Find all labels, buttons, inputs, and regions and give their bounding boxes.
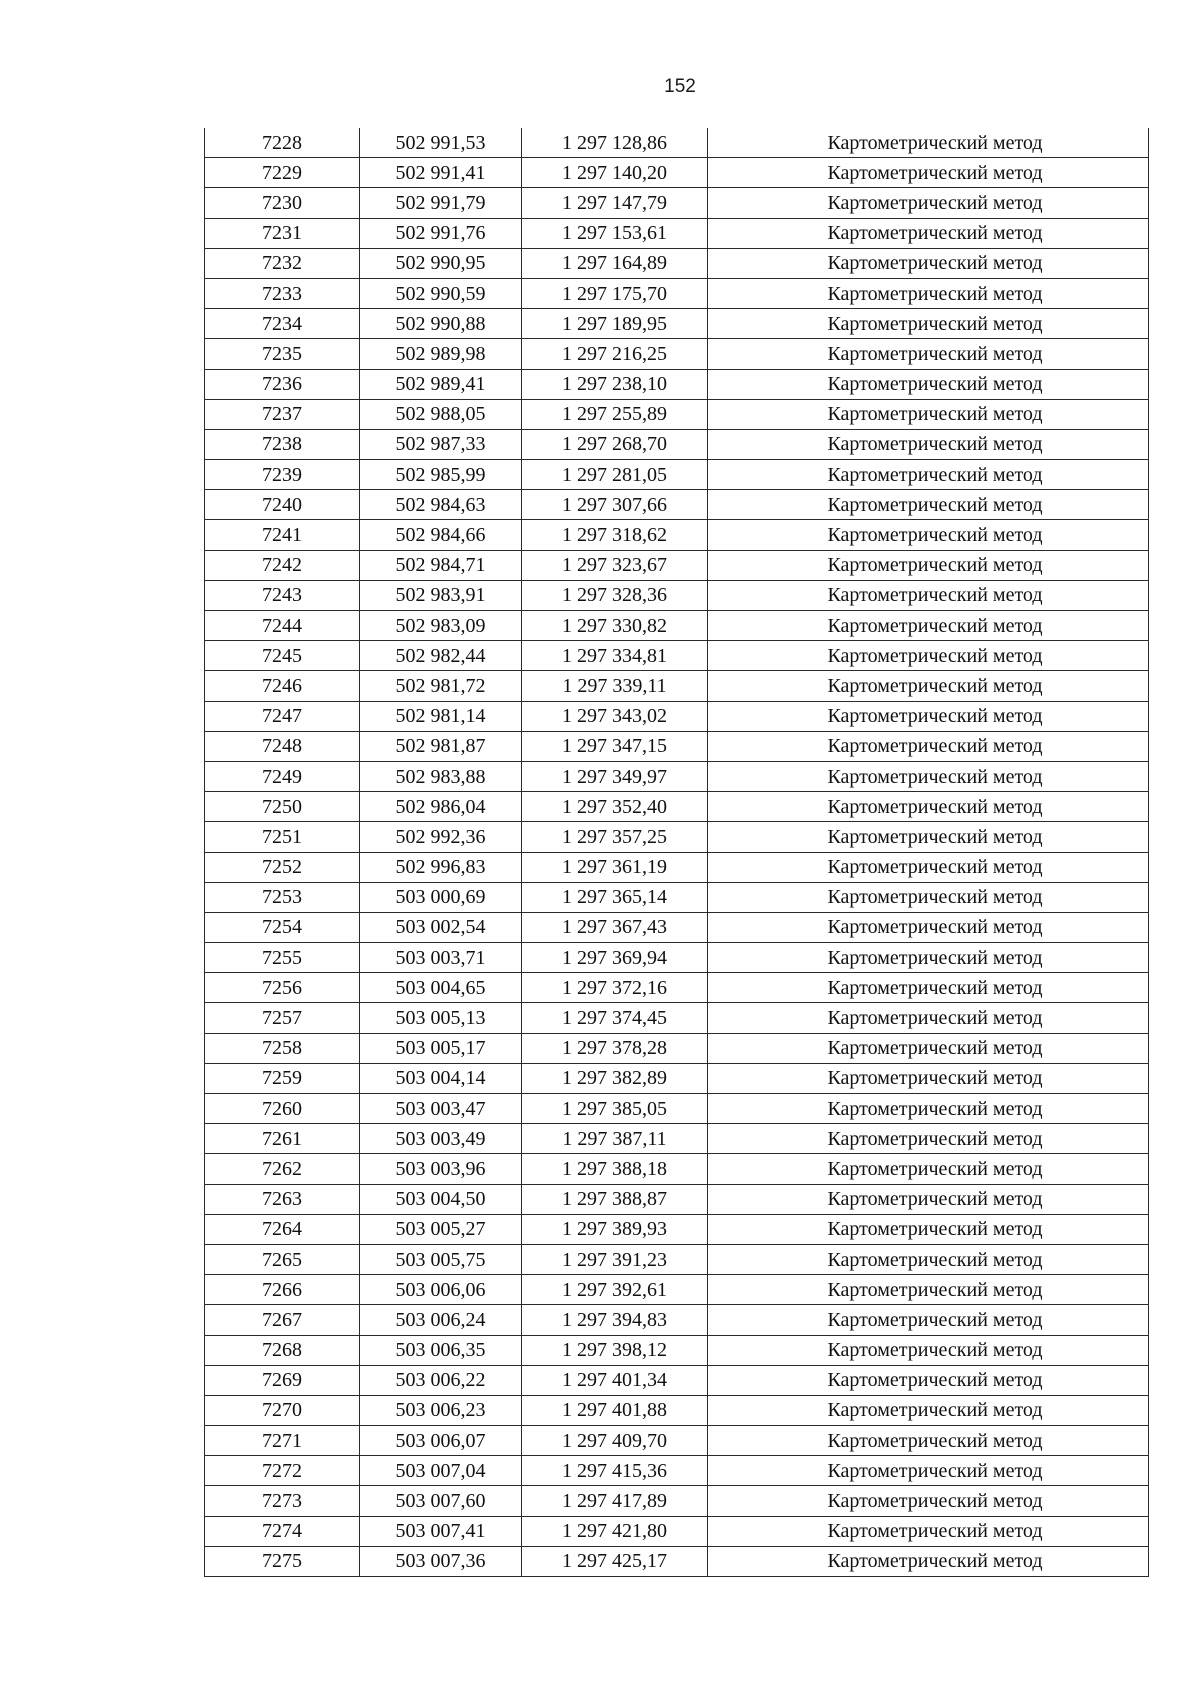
table-row [205, 701, 1149, 731]
x-coordinate-cell: 502 983,09 [360, 611, 522, 641]
table-row [205, 520, 1149, 550]
method-cell: Картометрический метод [708, 248, 1149, 278]
point-number-cell: 7269 [205, 1365, 360, 1395]
x-coordinate-cell: 502 992,36 [360, 822, 522, 852]
y-coordinate-cell: 1 297 415,36 [522, 1456, 708, 1486]
table-row [205, 882, 1149, 912]
point-number-cell: 7240 [205, 490, 360, 520]
table-row [205, 1184, 1149, 1214]
coordinates-table [204, 128, 1149, 1577]
x-coordinate-cell: 502 981,14 [360, 701, 522, 731]
y-coordinate-cell: 1 297 392,61 [522, 1275, 708, 1305]
method-cell: Картометрический метод [708, 1244, 1149, 1274]
method-cell: Картометрический метод [708, 218, 1149, 248]
method-cell: Картометрический метод [708, 1546, 1149, 1576]
y-coordinate-cell: 1 297 140,20 [522, 158, 708, 188]
y-coordinate-cell: 1 297 281,05 [522, 460, 708, 490]
y-coordinate-cell: 1 297 347,15 [522, 731, 708, 761]
method-cell: Картометрический метод [708, 1003, 1149, 1033]
x-coordinate-cell: 502 984,63 [360, 490, 522, 520]
table-row [205, 792, 1149, 822]
y-coordinate-cell: 1 297 189,95 [522, 309, 708, 339]
point-number-cell: 7238 [205, 429, 360, 459]
x-coordinate-cell: 502 991,76 [360, 218, 522, 248]
method-cell: Картометрический метод [708, 852, 1149, 882]
x-coordinate-cell: 503 006,35 [360, 1335, 522, 1365]
y-coordinate-cell: 1 297 147,79 [522, 188, 708, 218]
table-row [205, 399, 1149, 429]
method-cell: Картометрический метод [708, 128, 1149, 158]
y-coordinate-cell: 1 297 128,86 [522, 128, 708, 158]
y-coordinate-cell: 1 297 365,14 [522, 882, 708, 912]
method-cell: Картометрический метод [708, 611, 1149, 641]
point-number-cell: 7259 [205, 1063, 360, 1093]
method-cell: Картометрический метод [708, 158, 1149, 188]
table-row [205, 731, 1149, 761]
x-coordinate-cell: 503 002,54 [360, 912, 522, 942]
method-cell: Картометрический метод [708, 1486, 1149, 1516]
method-cell: Картометрический метод [708, 1335, 1149, 1365]
method-cell: Картометрический метод [708, 460, 1149, 490]
method-cell: Картометрический метод [708, 520, 1149, 550]
point-number-cell: 7271 [205, 1426, 360, 1456]
point-number-cell: 7252 [205, 852, 360, 882]
table-row [205, 460, 1149, 490]
table-row [205, 1124, 1149, 1154]
y-coordinate-cell: 1 297 343,02 [522, 701, 708, 731]
y-coordinate-cell: 1 297 328,36 [522, 580, 708, 610]
point-number-cell: 7233 [205, 278, 360, 308]
y-coordinate-cell: 1 297 382,89 [522, 1063, 708, 1093]
point-number-cell: 7250 [205, 792, 360, 822]
x-coordinate-cell: 503 005,27 [360, 1214, 522, 1244]
x-coordinate-cell: 503 004,65 [360, 973, 522, 1003]
table-row [205, 1033, 1149, 1063]
y-coordinate-cell: 1 297 238,10 [522, 369, 708, 399]
x-coordinate-cell: 503 003,49 [360, 1124, 522, 1154]
y-coordinate-cell: 1 297 378,28 [522, 1033, 708, 1063]
point-number-cell: 7275 [205, 1546, 360, 1576]
point-number-cell: 7241 [205, 520, 360, 550]
x-coordinate-cell: 502 990,88 [360, 309, 522, 339]
x-coordinate-cell: 503 003,71 [360, 943, 522, 973]
x-coordinate-cell: 503 007,36 [360, 1546, 522, 1576]
table-row [205, 1456, 1149, 1486]
table-row [205, 1335, 1149, 1365]
y-coordinate-cell: 1 297 372,16 [522, 973, 708, 1003]
y-coordinate-cell: 1 297 374,45 [522, 1003, 708, 1033]
method-cell: Картометрический метод [708, 1305, 1149, 1335]
x-coordinate-cell: 503 003,47 [360, 1094, 522, 1124]
y-coordinate-cell: 1 297 394,83 [522, 1305, 708, 1335]
method-cell: Картометрический метод [708, 912, 1149, 942]
point-number-cell: 7234 [205, 309, 360, 339]
y-coordinate-cell: 1 297 388,87 [522, 1184, 708, 1214]
point-number-cell: 7255 [205, 943, 360, 973]
y-coordinate-cell: 1 297 318,62 [522, 520, 708, 550]
point-number-cell: 7247 [205, 701, 360, 731]
table-row [205, 1546, 1149, 1576]
y-coordinate-cell: 1 297 175,70 [522, 278, 708, 308]
table-row [205, 1486, 1149, 1516]
x-coordinate-cell: 502 988,05 [360, 399, 522, 429]
x-coordinate-cell: 503 006,22 [360, 1365, 522, 1395]
point-number-cell: 7268 [205, 1335, 360, 1365]
point-number-cell: 7264 [205, 1214, 360, 1244]
coordinates-table-body [205, 128, 1149, 1577]
y-coordinate-cell: 1 297 385,05 [522, 1094, 708, 1124]
x-coordinate-cell: 502 983,91 [360, 580, 522, 610]
method-cell: Картометрический метод [708, 1063, 1149, 1093]
table-row [205, 1003, 1149, 1033]
x-coordinate-cell: 503 000,69 [360, 882, 522, 912]
method-cell: Картометрический метод [708, 1365, 1149, 1395]
method-cell: Картометрический метод [708, 399, 1149, 429]
point-number-cell: 7248 [205, 731, 360, 761]
table-row [205, 188, 1149, 218]
point-number-cell: 7228 [205, 128, 360, 158]
method-cell: Картометрический метод [708, 1124, 1149, 1154]
table-row [205, 822, 1149, 852]
y-coordinate-cell: 1 297 361,19 [522, 852, 708, 882]
y-coordinate-cell: 1 297 401,34 [522, 1365, 708, 1395]
x-coordinate-cell: 502 989,98 [360, 339, 522, 369]
method-cell: Картометрический метод [708, 550, 1149, 580]
point-number-cell: 7265 [205, 1244, 360, 1274]
x-coordinate-cell: 502 985,99 [360, 460, 522, 490]
table-row [205, 912, 1149, 942]
x-coordinate-cell: 502 991,79 [360, 188, 522, 218]
point-number-cell: 7267 [205, 1305, 360, 1335]
method-cell: Картометрический метод [708, 429, 1149, 459]
x-coordinate-cell: 502 981,87 [360, 731, 522, 761]
table-row [205, 490, 1149, 520]
point-number-cell: 7230 [205, 188, 360, 218]
point-number-cell: 7242 [205, 550, 360, 580]
y-coordinate-cell: 1 297 216,25 [522, 339, 708, 369]
y-coordinate-cell: 1 297 339,11 [522, 671, 708, 701]
table-row [205, 641, 1149, 671]
point-number-cell: 7232 [205, 248, 360, 278]
table-row [205, 550, 1149, 580]
point-number-cell: 7235 [205, 339, 360, 369]
point-number-cell: 7229 [205, 158, 360, 188]
table-row [205, 429, 1149, 459]
table-row [205, 1426, 1149, 1456]
point-number-cell: 7273 [205, 1486, 360, 1516]
y-coordinate-cell: 1 297 349,97 [522, 761, 708, 791]
point-number-cell: 7236 [205, 369, 360, 399]
method-cell: Картометрический метод [708, 973, 1149, 1003]
x-coordinate-cell: 503 005,75 [360, 1244, 522, 1274]
method-cell: Картометрический метод [708, 822, 1149, 852]
table-row [205, 248, 1149, 278]
point-number-cell: 7249 [205, 761, 360, 791]
x-coordinate-cell: 502 996,83 [360, 852, 522, 882]
point-number-cell: 7256 [205, 973, 360, 1003]
point-number-cell: 7243 [205, 580, 360, 610]
point-number-cell: 7246 [205, 671, 360, 701]
table-row [205, 671, 1149, 701]
point-number-cell: 7274 [205, 1516, 360, 1546]
table-row [205, 369, 1149, 399]
x-coordinate-cell: 502 990,95 [360, 248, 522, 278]
table-row [205, 1063, 1149, 1093]
point-number-cell: 7262 [205, 1154, 360, 1184]
table-row [205, 1305, 1149, 1335]
point-number-cell: 7272 [205, 1456, 360, 1486]
method-cell: Картометрический метод [708, 1426, 1149, 1456]
y-coordinate-cell: 1 297 425,17 [522, 1546, 708, 1576]
method-cell: Картометрический метод [708, 671, 1149, 701]
method-cell: Картометрический метод [708, 490, 1149, 520]
y-coordinate-cell: 1 297 352,40 [522, 792, 708, 822]
point-number-cell: 7270 [205, 1395, 360, 1425]
x-coordinate-cell: 503 007,04 [360, 1456, 522, 1486]
method-cell: Картометрический метод [708, 1154, 1149, 1184]
y-coordinate-cell: 1 297 369,94 [522, 943, 708, 973]
x-coordinate-cell: 503 006,23 [360, 1395, 522, 1425]
method-cell: Картометрический метод [708, 701, 1149, 731]
table-row [205, 218, 1149, 248]
y-coordinate-cell: 1 297 255,89 [522, 399, 708, 429]
x-coordinate-cell: 503 003,96 [360, 1154, 522, 1184]
x-coordinate-cell: 503 006,24 [360, 1305, 522, 1335]
point-number-cell: 7254 [205, 912, 360, 942]
y-coordinate-cell: 1 297 164,89 [522, 248, 708, 278]
point-number-cell: 7263 [205, 1184, 360, 1214]
method-cell: Картометрический метод [708, 761, 1149, 791]
method-cell: Картометрический метод [708, 309, 1149, 339]
x-coordinate-cell: 502 981,72 [360, 671, 522, 701]
method-cell: Картометрический метод [708, 641, 1149, 671]
method-cell: Картометрический метод [708, 731, 1149, 761]
y-coordinate-cell: 1 297 367,43 [522, 912, 708, 942]
point-number-cell: 7251 [205, 822, 360, 852]
x-coordinate-cell: 502 990,59 [360, 278, 522, 308]
table-row [205, 339, 1149, 369]
y-coordinate-cell: 1 297 330,82 [522, 611, 708, 641]
method-cell: Картометрический метод [708, 339, 1149, 369]
y-coordinate-cell: 1 297 268,70 [522, 429, 708, 459]
point-number-cell: 7244 [205, 611, 360, 641]
y-coordinate-cell: 1 297 389,93 [522, 1214, 708, 1244]
point-number-cell: 7258 [205, 1033, 360, 1063]
x-coordinate-cell: 503 006,06 [360, 1275, 522, 1305]
x-coordinate-cell: 503 007,60 [360, 1486, 522, 1516]
table-row [205, 158, 1149, 188]
method-cell: Картометрический метод [708, 792, 1149, 822]
x-coordinate-cell: 503 006,07 [360, 1426, 522, 1456]
table-row [205, 1154, 1149, 1184]
y-coordinate-cell: 1 297 387,11 [522, 1124, 708, 1154]
method-cell: Картометрический метод [708, 1094, 1149, 1124]
method-cell: Картометрический метод [708, 369, 1149, 399]
table-row [205, 1094, 1149, 1124]
method-cell: Картометрический метод [708, 1184, 1149, 1214]
x-coordinate-cell: 502 991,53 [360, 128, 522, 158]
table-row [205, 973, 1149, 1003]
method-cell: Картометрический метод [708, 278, 1149, 308]
table-row [205, 1365, 1149, 1395]
method-cell: Картометрический метод [708, 1516, 1149, 1546]
y-coordinate-cell: 1 297 409,70 [522, 1426, 708, 1456]
x-coordinate-cell: 502 989,41 [360, 369, 522, 399]
table-row [205, 852, 1149, 882]
table-row [205, 128, 1149, 158]
x-coordinate-cell: 503 007,41 [360, 1516, 522, 1546]
method-cell: Картометрический метод [708, 1456, 1149, 1486]
y-coordinate-cell: 1 297 307,66 [522, 490, 708, 520]
x-coordinate-cell: 502 986,04 [360, 792, 522, 822]
y-coordinate-cell: 1 297 334,81 [522, 641, 708, 671]
table-row [205, 580, 1149, 610]
table-row [205, 943, 1149, 973]
y-coordinate-cell: 1 297 388,18 [522, 1154, 708, 1184]
table-row [205, 309, 1149, 339]
y-coordinate-cell: 1 297 417,89 [522, 1486, 708, 1516]
x-coordinate-cell: 502 982,44 [360, 641, 522, 671]
method-cell: Картометрический метод [708, 882, 1149, 912]
method-cell: Картометрический метод [708, 1395, 1149, 1425]
table-row [205, 1516, 1149, 1546]
method-cell: Картометрический метод [708, 1214, 1149, 1244]
table-row [205, 611, 1149, 641]
method-cell: Картометрический метод [708, 580, 1149, 610]
table-row [205, 1214, 1149, 1244]
x-coordinate-cell: 502 991,41 [360, 158, 522, 188]
x-coordinate-cell: 503 004,50 [360, 1184, 522, 1214]
y-coordinate-cell: 1 297 421,80 [522, 1516, 708, 1546]
x-coordinate-cell: 502 983,88 [360, 761, 522, 791]
y-coordinate-cell: 1 297 398,12 [522, 1335, 708, 1365]
point-number-cell: 7260 [205, 1094, 360, 1124]
table-row [205, 1395, 1149, 1425]
point-number-cell: 7266 [205, 1275, 360, 1305]
point-number-cell: 7231 [205, 218, 360, 248]
x-coordinate-cell: 502 987,33 [360, 429, 522, 459]
y-coordinate-cell: 1 297 401,88 [522, 1395, 708, 1425]
y-coordinate-cell: 1 297 153,61 [522, 218, 708, 248]
point-number-cell: 7261 [205, 1124, 360, 1154]
x-coordinate-cell: 503 004,14 [360, 1063, 522, 1093]
x-coordinate-cell: 502 984,66 [360, 520, 522, 550]
method-cell: Картометрический метод [708, 188, 1149, 218]
point-number-cell: 7257 [205, 1003, 360, 1033]
point-number-cell: 7253 [205, 882, 360, 912]
y-coordinate-cell: 1 297 323,67 [522, 550, 708, 580]
method-cell: Картометрический метод [708, 1275, 1149, 1305]
point-number-cell: 7237 [205, 399, 360, 429]
y-coordinate-cell: 1 297 391,23 [522, 1244, 708, 1274]
x-coordinate-cell: 503 005,17 [360, 1033, 522, 1063]
point-number-cell: 7245 [205, 641, 360, 671]
page-number: 152 [664, 76, 696, 97]
method-cell: Картометрический метод [708, 943, 1149, 973]
method-cell: Картометрический метод [708, 1033, 1149, 1063]
table-row [205, 1275, 1149, 1305]
point-number-cell: 7239 [205, 460, 360, 490]
x-coordinate-cell: 503 005,13 [360, 1003, 522, 1033]
table-row [205, 761, 1149, 791]
y-coordinate-cell: 1 297 357,25 [522, 822, 708, 852]
x-coordinate-cell: 502 984,71 [360, 550, 522, 580]
table-row [205, 1244, 1149, 1274]
table-row [205, 278, 1149, 308]
